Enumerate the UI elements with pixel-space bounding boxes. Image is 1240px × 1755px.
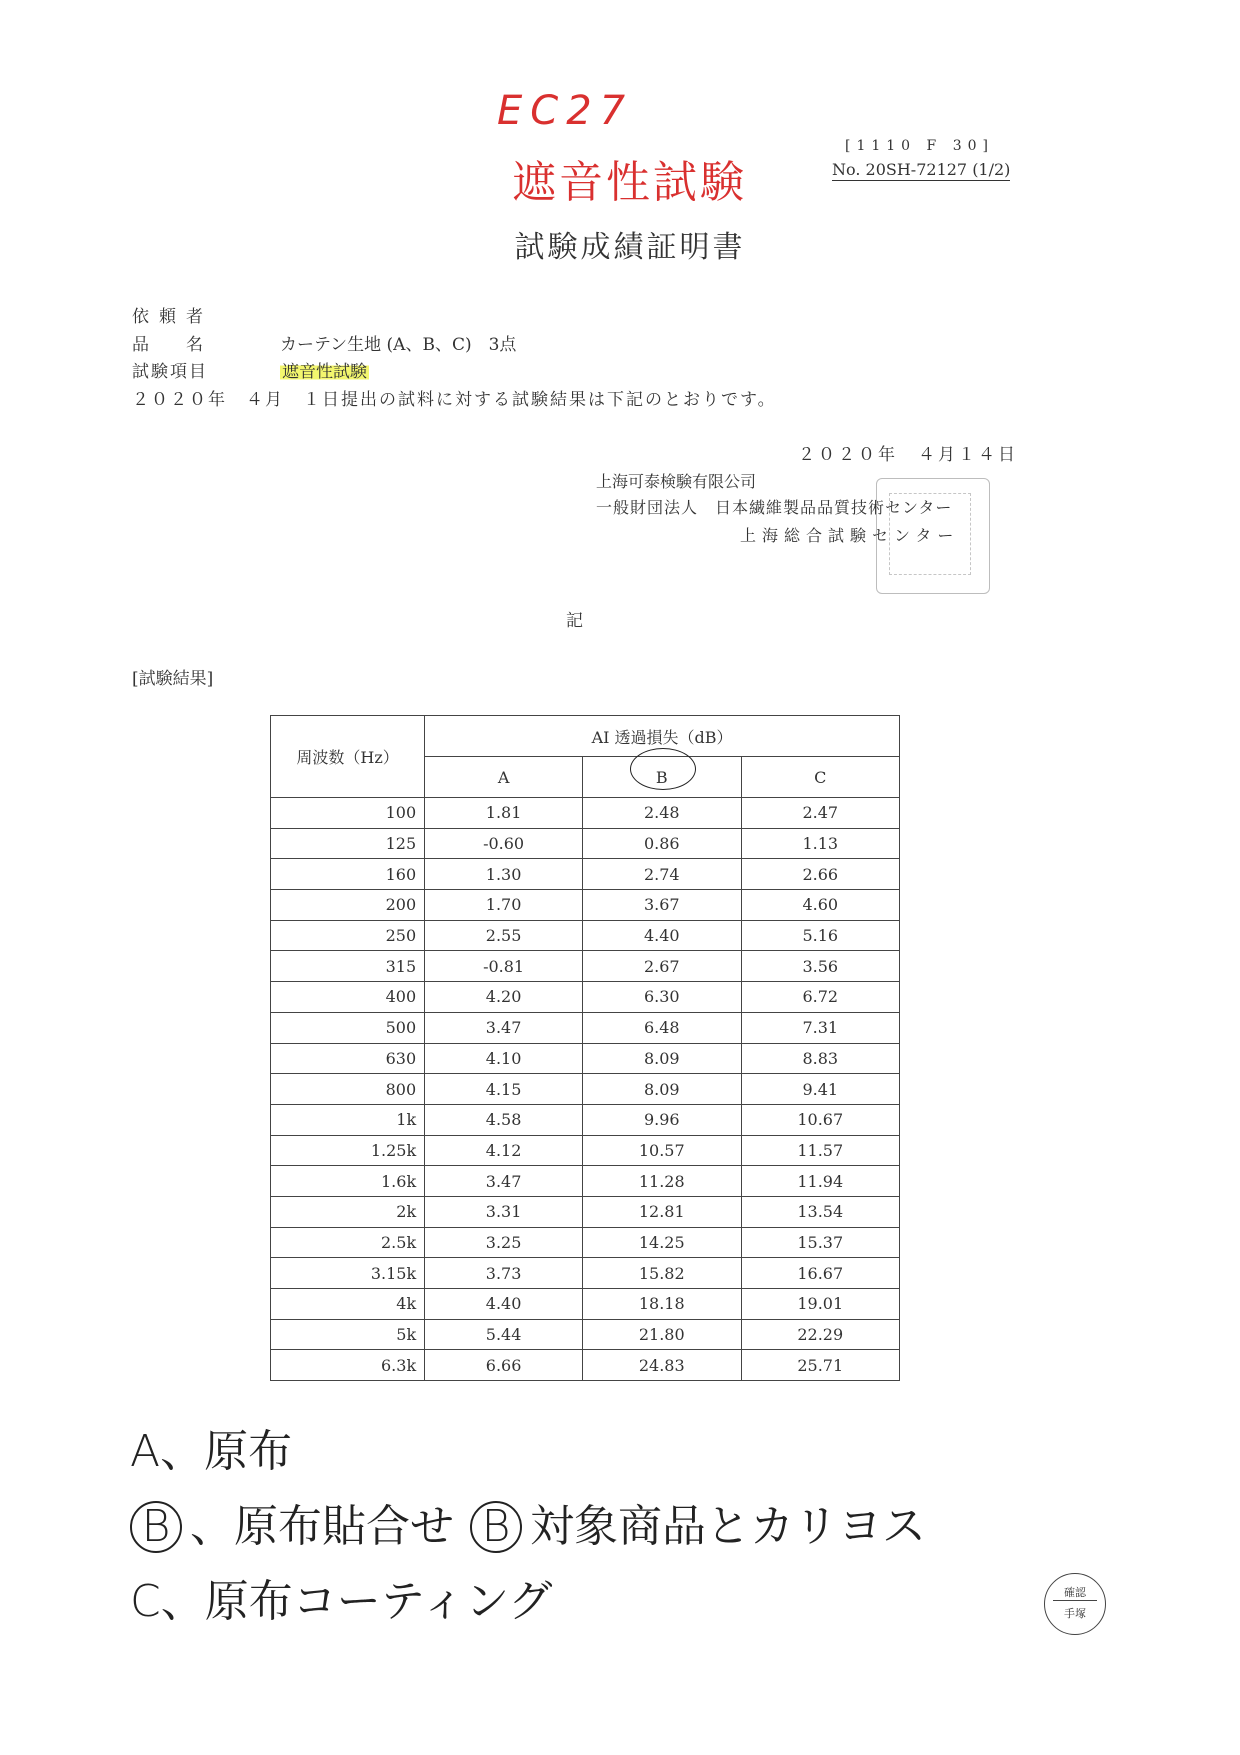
table-row [271, 890, 900, 921]
value-c-cell: 3.56 [741, 951, 900, 982]
value-b-cell: 11.28 [583, 1166, 741, 1197]
handwritten-code-annotation: EC27 [497, 88, 634, 134]
frequency-cell: 250 [271, 920, 425, 951]
value-b-cell: 8.09 [583, 1074, 741, 1105]
check-seal [1044, 1573, 1106, 1635]
column-a-header: A [425, 757, 583, 798]
frequency-cell: 100 [271, 798, 425, 829]
reference-number: No. 20SH-72127 (1/2) [832, 160, 1011, 179]
table-row [271, 1258, 900, 1289]
value-b-cell: 6.48 [583, 1012, 741, 1043]
frequency-cell: 1k [271, 1104, 425, 1135]
value-a-cell: 4.10 [425, 1043, 583, 1074]
seal-top-text: 確認 [1053, 1574, 1097, 1601]
value-c-cell: 2.47 [741, 798, 900, 829]
value-c-cell: 5.16 [741, 920, 900, 951]
value-a-cell: 4.15 [425, 1074, 583, 1105]
issuer-org-foundation: 一般財団法人 日本繊維製品品質技術センター [596, 498, 953, 517]
value-b-cell: 10.57 [583, 1135, 741, 1166]
value-a-cell: 1.30 [425, 859, 583, 890]
frequency-cell: 2.5k [271, 1227, 425, 1258]
value-a-cell: 6.66 [425, 1350, 583, 1381]
submission-statement: ２０２０年 ４月 １日提出の試料に対する試験結果は下記のとおりです。 [132, 390, 777, 410]
value-c-cell: 6.72 [741, 982, 900, 1013]
frequency-cell: 400 [271, 982, 425, 1013]
table-row [271, 1196, 900, 1227]
column-c-header: C [741, 757, 900, 798]
value-a-cell: 4.12 [425, 1135, 583, 1166]
value-a-cell: 3.25 [425, 1227, 583, 1258]
value-a-cell: 3.31 [425, 1196, 583, 1227]
value-c-cell: 2.66 [741, 859, 900, 890]
value-b-cell: 4.40 [583, 920, 741, 951]
frequency-header: 周波数（Hz） [271, 716, 425, 798]
test-item-value: 遮音性試験 [280, 357, 369, 382]
note-b-text: 、原布貼合せ [190, 1501, 454, 1552]
table-row [271, 1012, 900, 1043]
value-c-cell: 19.01 [741, 1289, 900, 1320]
value-b-cell: 3.67 [583, 890, 741, 921]
results-table-body [271, 798, 900, 1381]
issue-date: ２０２０年 ４月１４日 [798, 445, 1018, 465]
frequency-cell: 5k [271, 1319, 425, 1350]
note-b2-text: 対象商品とカリヨス [530, 1501, 926, 1552]
value-a-cell: 5.44 [425, 1319, 583, 1350]
circled-b2-mark: B [470, 1501, 522, 1553]
table-row [271, 859, 900, 890]
table-row [271, 1350, 900, 1381]
value-c-cell: 11.94 [741, 1166, 900, 1197]
frequency-cell: 1.6k [271, 1166, 425, 1197]
table-row [271, 1074, 900, 1105]
handwritten-circle-b [630, 748, 696, 790]
value-b-cell: 0.86 [583, 828, 741, 859]
value-b-cell: 6.30 [583, 982, 741, 1013]
product-value: カーテン生地 (A、B、C) 3点 [280, 335, 517, 355]
value-c-cell: 8.83 [741, 1043, 900, 1074]
value-c-cell: 4.60 [741, 890, 900, 921]
value-b-cell: 9.96 [583, 1104, 741, 1135]
value-a-cell: 3.47 [425, 1012, 583, 1043]
value-a-cell: 4.58 [425, 1104, 583, 1135]
seal-bottom-text: 手塚 [1064, 1607, 1086, 1620]
table-row [271, 1104, 900, 1135]
table-row [271, 1166, 900, 1197]
handwritten-note-b2 [470, 1490, 926, 1554]
value-a-cell: 3.47 [425, 1166, 583, 1197]
issuer-org-shanghai: 上海可泰検験有限公司 [596, 472, 757, 491]
table-row [271, 1227, 900, 1258]
table-row [271, 982, 900, 1013]
frequency-cell: 6.3k [271, 1350, 425, 1381]
value-b-cell: 8.09 [583, 1043, 741, 1074]
frequency-cell: 1.25k [271, 1135, 425, 1166]
value-b-cell: 15.82 [583, 1258, 741, 1289]
product-label: 品 名 [132, 335, 213, 355]
frequency-cell: 800 [271, 1074, 425, 1105]
frequency-cell: 630 [271, 1043, 425, 1074]
test-item-label: 試験項目 [132, 362, 208, 382]
value-a-cell: 2.55 [425, 920, 583, 951]
transmission-loss-header: AI 透過損失（dB） [425, 716, 900, 757]
frequency-cell: 200 [271, 890, 425, 921]
value-b-cell: 2.67 [583, 951, 741, 982]
table-row [271, 951, 900, 982]
value-c-cell: 10.67 [741, 1104, 900, 1135]
frequency-cell: 3.15k [271, 1258, 425, 1289]
value-b-cell: 2.74 [583, 859, 741, 890]
requester-label: 依頼者 [132, 307, 213, 327]
handwritten-note-c: C、原布コーティング [130, 1576, 553, 1627]
value-c-cell: 22.29 [741, 1319, 900, 1350]
value-b-cell: 14.25 [583, 1227, 741, 1258]
value-c-cell: 11.57 [741, 1135, 900, 1166]
value-c-cell: 1.13 [741, 828, 900, 859]
official-stamp [876, 478, 990, 594]
results-section-label: [試験結果] [132, 669, 214, 689]
value-a-cell: 4.40 [425, 1289, 583, 1320]
reference-code: [1110 F 30] [845, 138, 994, 154]
table-row [271, 1319, 900, 1350]
table-row [271, 1043, 900, 1074]
value-a-cell: 1.81 [425, 798, 583, 829]
value-a-cell: 4.20 [425, 982, 583, 1013]
column-b-header: B [583, 757, 741, 798]
value-a-cell: -0.60 [425, 828, 583, 859]
table-row [271, 1135, 900, 1166]
value-b-cell: 24.83 [583, 1350, 741, 1381]
value-b-cell: 12.81 [583, 1196, 741, 1227]
value-c-cell: 15.37 [741, 1227, 900, 1258]
table-row [271, 920, 900, 951]
issuer-org-center: 上海総合試験センター [740, 526, 960, 545]
value-b-cell: 2.48 [583, 798, 741, 829]
value-c-cell: 16.67 [741, 1258, 900, 1289]
ki-marker: 記 [566, 611, 583, 631]
handwritten-note-a: A、原布 [130, 1426, 293, 1477]
value-a-cell: 3.73 [425, 1258, 583, 1289]
frequency-cell: 160 [271, 859, 425, 890]
document-title: 試験成績証明書 [514, 230, 746, 265]
value-a-cell: -0.81 [425, 951, 583, 982]
frequency-cell: 4k [271, 1289, 425, 1320]
table-row [271, 1289, 900, 1320]
value-c-cell: 25.71 [741, 1350, 900, 1381]
value-c-cell: 13.54 [741, 1196, 900, 1227]
value-b-cell: 21.80 [583, 1319, 741, 1350]
frequency-cell: 500 [271, 1012, 425, 1043]
handwritten-note-b [130, 1490, 454, 1554]
results-table [270, 715, 900, 1381]
value-a-cell: 1.70 [425, 890, 583, 921]
frequency-cell: 315 [271, 951, 425, 982]
frequency-cell: 2k [271, 1196, 425, 1227]
table-row [271, 798, 900, 829]
value-b-cell: 18.18 [583, 1289, 741, 1320]
value-c-cell: 7.31 [741, 1012, 900, 1043]
value-c-cell: 9.41 [741, 1074, 900, 1105]
frequency-cell: 125 [271, 828, 425, 859]
circled-b-mark: B [130, 1501, 182, 1553]
table-row [271, 828, 900, 859]
handwritten-test-name-annotation: 遮音性試験 [512, 157, 747, 208]
